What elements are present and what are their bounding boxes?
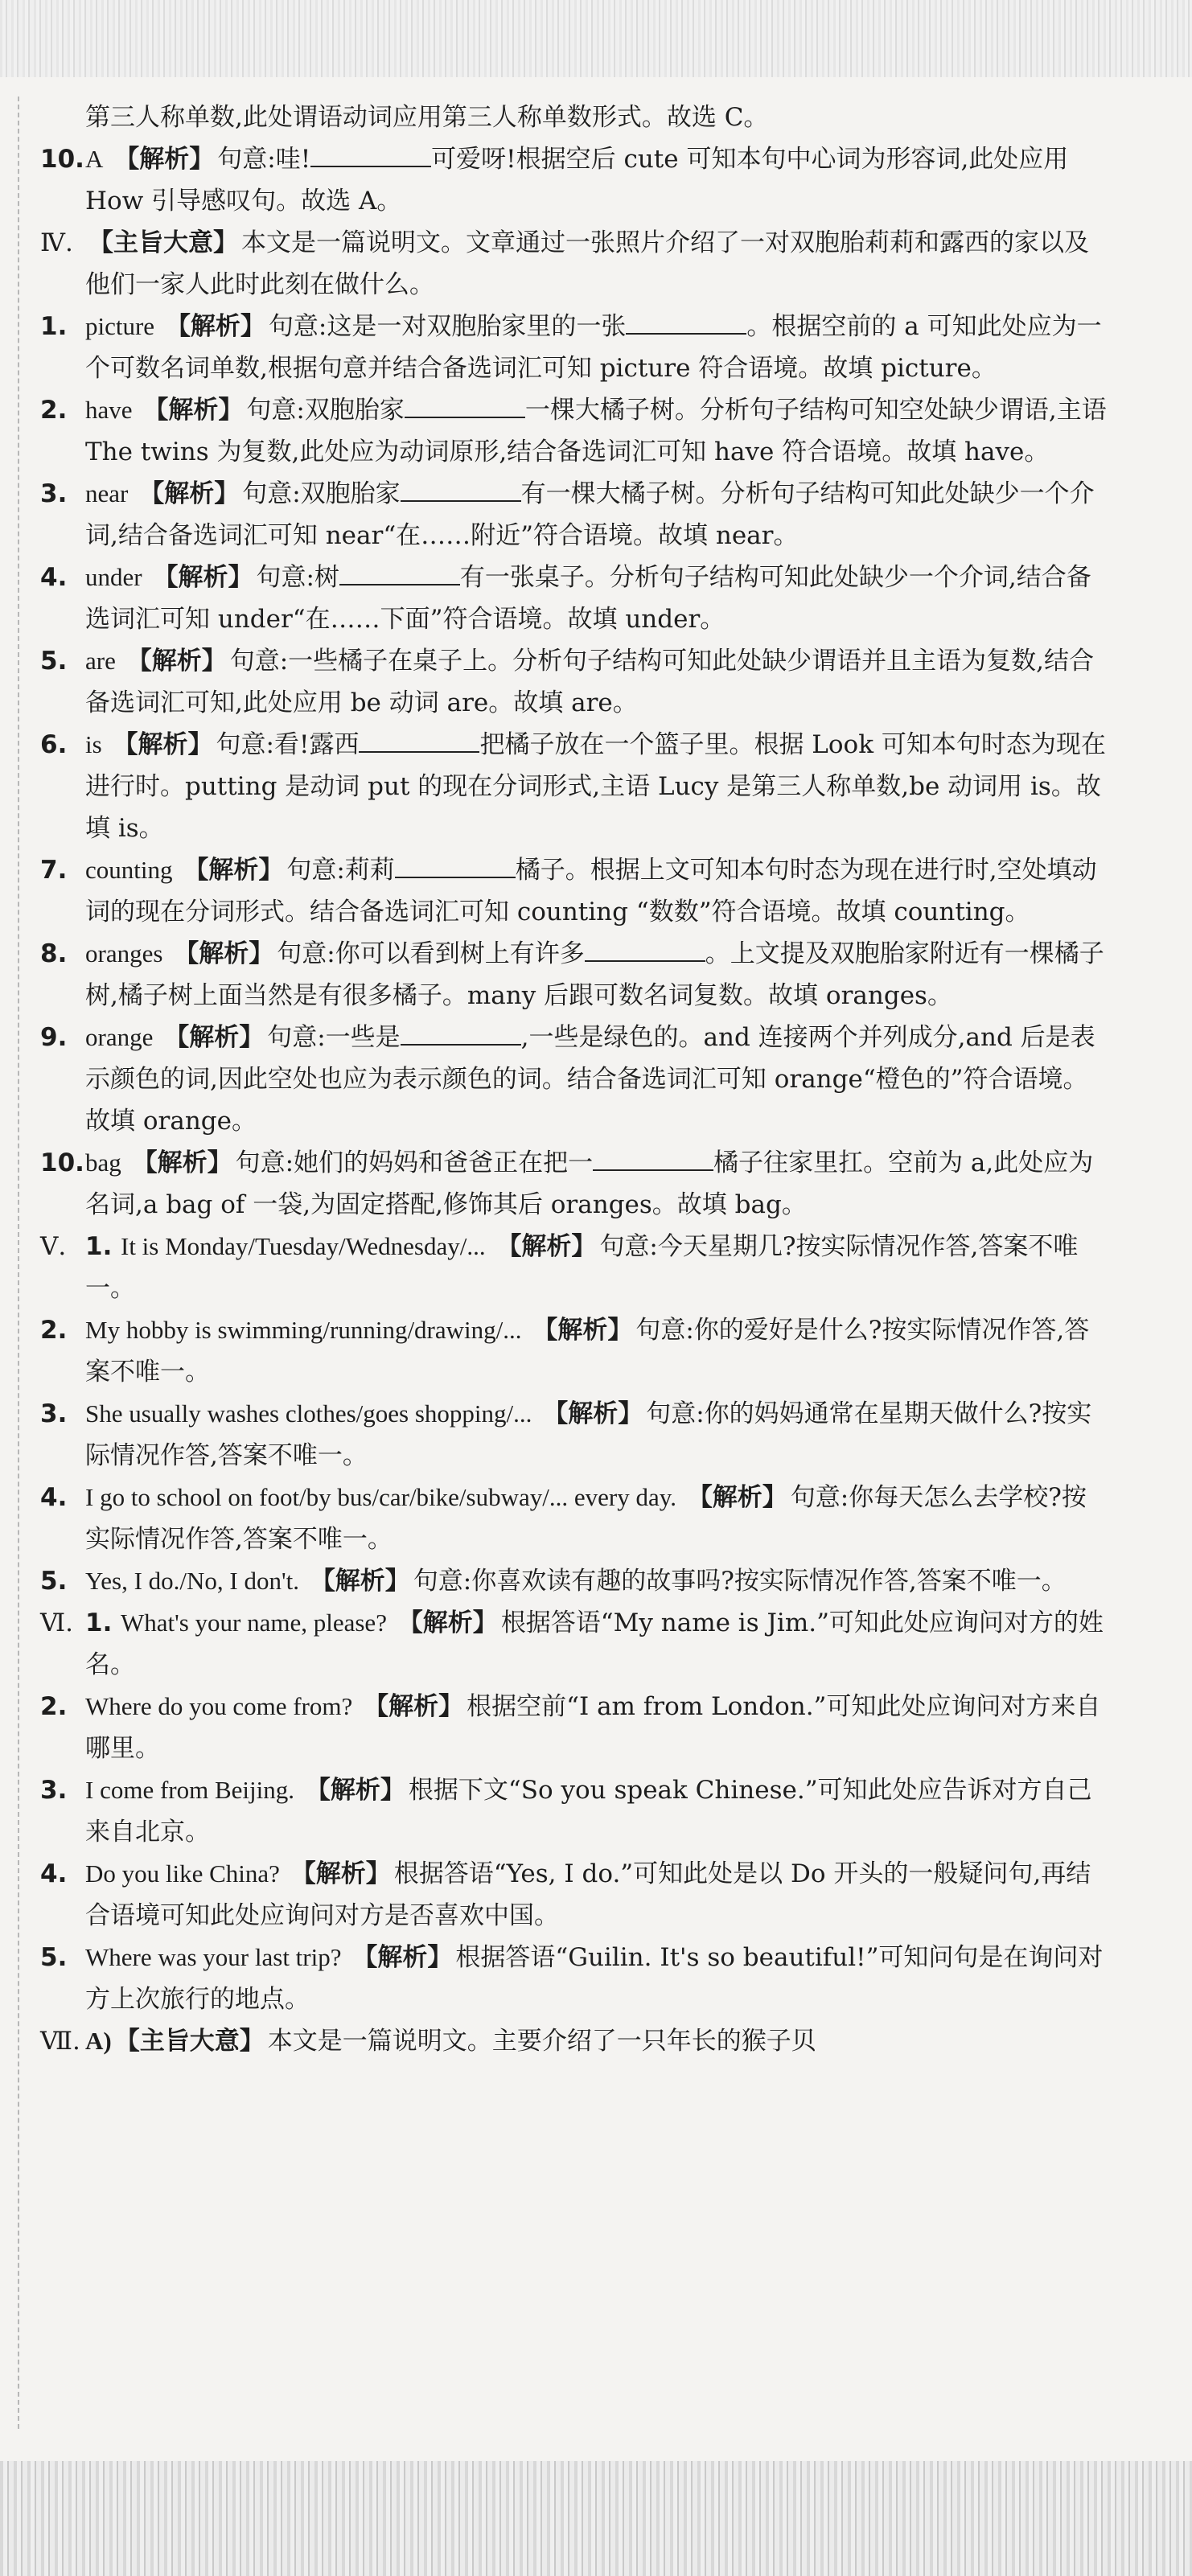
item-answer: have (85, 396, 133, 424)
item-answer: under (85, 563, 142, 591)
blank-line (395, 856, 516, 878)
item-text-before: 句意:她们的妈妈和爸爸正在把一 (235, 1148, 594, 1177)
item-answer: My hobby is swimming/running/drawing/... (85, 1316, 522, 1344)
item-text: 句意:你喜欢读有趣的故事吗?按实际情况作答,答案不唯一。 (413, 1567, 1067, 1596)
section-number: Ⅶ. (40, 2027, 80, 2056)
item-text-before: 句意:你可以看到树上有许多 (277, 939, 585, 968)
item-answer: Do you like China? (85, 1859, 280, 1888)
item-text-after: 把橘子放在一个篮子里。根据 Look 可知本句时态为现在进行时。putting 是动词 put 的现在分词形式,主语 Lucy 是第三人称单数,be 动词用 is。故填 is。 (85, 730, 1106, 843)
item-text-after: 。根据空前的 a 可知此处应为一个可数名词单数,根据句意并结合备选词汇可知 picture 符合语境。故填 picture。 (85, 312, 1102, 383)
answer-item (40, 557, 1110, 640)
item-answer: She usually washes clothes/goes shopping/... (85, 1399, 532, 1428)
answer-item (40, 1560, 1110, 1602)
item-text-before: 句意:莉莉 (286, 856, 395, 885)
answer-item (40, 1017, 1110, 1142)
item-number: 7. (40, 856, 68, 885)
item-text-before: 句意:这是一对双胞胎家里的一张 (268, 312, 627, 341)
analysis-tag: 【解析】 (132, 1148, 232, 1177)
answer-item (40, 1309, 1110, 1393)
item-text-after: 可爱呀!根据空后 cute 可知本句中心词为形容词,此处应用 How 引导感叹句。故选 A。 (85, 145, 1069, 216)
item-answer: Yes, I do./No, I don't. (85, 1567, 299, 1595)
item-text-after: 橘子往家里扛。空前为 a,此处应为名词,a bag of 一袋,为固定搭配,修饰其后 oranges。故填 bag。 (85, 1148, 1094, 1219)
item-text-after: 有一棵大橘子树。分析句子结构可知此处缺少一个介词,结合备选词汇可知 near“在……附近”符合语境。故填 near。 (85, 479, 1095, 550)
section-number: Ⅵ. (40, 1608, 74, 1637)
section-header (40, 222, 1110, 306)
part-label: A) (85, 2027, 112, 2055)
section-number: Ⅳ. (40, 228, 73, 257)
analysis-tag: 【解析】 (496, 1232, 597, 1261)
continuation-line: 第三人称单数,此处谓语动词应用第三人称单数形式。故选 C。 (85, 103, 769, 132)
answer-item (40, 389, 1110, 473)
binding-margin-line (18, 97, 19, 2429)
item-text: 根据空前“I am from London.”可知此处应询问对方来自哪里。 (85, 1692, 1101, 1763)
main-idea-text: 本文是一篇说明文。文章通过一张照片介绍了一对双胞胎莉莉和露西的家以及他们一家人此时此刻在做什么。 (85, 228, 1089, 299)
answer-item (40, 473, 1110, 557)
analysis-tag: 【解析】 (290, 1859, 391, 1888)
item-number: 2. (40, 1692, 68, 1721)
main-idea-tag: 【主旨大意】 (114, 2027, 265, 2056)
section-header (40, 2020, 1110, 2062)
analysis-tag: 【解析】 (364, 1692, 464, 1721)
item-number: 1. (40, 312, 68, 341)
scan-top-border (0, 0, 1192, 77)
item-answer: near (85, 479, 129, 507)
analysis-tag: 【解析】 (532, 1316, 633, 1345)
item-answer: counting (85, 856, 173, 884)
item-number: 3. (40, 1399, 68, 1428)
item-number: 5. (40, 1943, 68, 1972)
answer-item (40, 1686, 1110, 1769)
item-text-after: 有一张桌子。分析句子结构可知此处缺少一个介词,结合备选词汇可知 under“在……下面”符合语境。故填 under。 (85, 563, 1091, 634)
answer-item (40, 1769, 1110, 1853)
analysis-tag: 【解析】 (126, 647, 227, 676)
item-text-before: 句意:双胞胎家 (246, 396, 405, 425)
item-number: 4. (40, 1483, 68, 1512)
answer-item (40, 1853, 1110, 1937)
item-number: 2. (40, 396, 68, 425)
item-text: 句意:你每天怎么去学校?按实际情况作答,答案不唯一。 (85, 1483, 1087, 1554)
item-answer: Where do you come from? (85, 1692, 353, 1720)
analysis-tag: 【解析】 (143, 396, 244, 425)
item-number: 8. (40, 939, 68, 968)
answer-item (40, 933, 1110, 1017)
item-answer: I come from Beijing. (85, 1776, 294, 1804)
item-text-after: ,一些是绿色的。and 连接两个并列成分,and 后是表示颜色的词,因此空处也应为表示颜色的词。结合备选词汇可知 orange“橙色的”符合语境。故填 orange。 (85, 1023, 1095, 1136)
answer-item (40, 1393, 1110, 1477)
blank-line (405, 396, 525, 418)
analysis-tag: 【解析】 (352, 1943, 453, 1972)
item-text-before: 句意:树 (256, 563, 339, 592)
item-text: 根据答语“Guilin. It's so beautiful!”可知问句是在询问对方上次旅行的地点。 (85, 1943, 1104, 2014)
item-answer: oranges (85, 939, 163, 968)
main-idea-tag: 【主旨大意】 (88, 228, 238, 257)
analysis-tag: 【解析】 (543, 1399, 643, 1428)
blank-line (593, 1148, 713, 1171)
analysis-tag: 【解析】 (397, 1608, 498, 1637)
item-text: 句意:一些橘子在桌子上。分析句子结构可知此处缺少谓语并且主语为复数,结合备选词汇可知,此处应用 be 动词 are。故填 are。 (85, 647, 1094, 717)
blank-line (359, 730, 479, 753)
item-text-after: 一棵大橘子树。分析句子结构可知空处缺少谓语,主语 The twins 为复数,此处应为动词原形,结合备选词汇可知 have 符合语境。故填 have。 (85, 396, 1107, 466)
blank-line (585, 939, 705, 962)
item-number: 5. (40, 647, 68, 676)
answer-item (40, 1602, 1110, 1686)
analysis-tag: 【解析】 (114, 145, 215, 174)
blank-line (401, 479, 521, 502)
item-number: 1. (85, 1608, 113, 1637)
item-answer: What's your name, please? (121, 1608, 387, 1637)
answer-item (40, 1937, 1110, 2020)
item-number: 9. (40, 1023, 68, 1052)
item-text-after: 橘子。根据上文可知本句时态为现在进行时,空处填动词的现在分词形式。结合备选词汇可知 counting “数数”符合语境。故填 counting。 (85, 856, 1097, 926)
analysis-tag: 【解析】 (139, 479, 240, 508)
item-number: 5. (40, 1567, 68, 1596)
answer-item (40, 724, 1110, 849)
item-number: 1. (85, 1232, 113, 1261)
analysis-tag: 【解析】 (183, 856, 284, 885)
item-text: 根据答语“My name is Jim.”可知此处应询问对方的姓名。 (85, 1608, 1104, 1679)
item-text-after: 。上文提及双胞胎家附近有一棵橘子树,橘子树上面当然是有很多橘子。many 后跟可数名词复数。故填 oranges。 (85, 939, 1104, 1010)
item-text-before: 句意:一些是 (267, 1023, 401, 1052)
item-text-before: 句意:双胞胎家 (242, 479, 401, 508)
answer-item (40, 640, 1110, 724)
section-number: Ⅴ. (40, 1232, 67, 1261)
answer-page (40, 97, 1110, 2453)
item-number: 3. (40, 1776, 68, 1805)
item-text: 句意:今天星期几?按实际情况作答,答案不唯一。 (85, 1232, 1079, 1303)
blank-line (310, 145, 431, 167)
answer-item (40, 306, 1110, 389)
analysis-tag: 【解析】 (165, 312, 265, 341)
blank-line (339, 563, 460, 585)
item-text: 句意:你的妈妈通常在星期天做什么?按实际情况作答,答案不唯一。 (85, 1399, 1092, 1470)
analysis-tag: 【解析】 (310, 1567, 410, 1596)
item-number: 10. (40, 1148, 84, 1177)
item-number: 4. (40, 1859, 68, 1888)
item-number: 4. (40, 563, 68, 592)
item-number: 6. (40, 730, 68, 759)
item-answer: A (85, 145, 104, 173)
answer-item (40, 1142, 1110, 1226)
answer-item (40, 1226, 1110, 1309)
item-answer: bag (85, 1148, 121, 1177)
item-answer: orange (85, 1023, 154, 1051)
item-text-before: 句意:看!露西 (216, 730, 360, 759)
item-number: 3. (40, 479, 68, 508)
blank-line (626, 312, 746, 335)
item-text-before: 句意:哇! (217, 145, 311, 174)
main-idea-text: 本文是一篇说明文。主要介绍了一只年长的猴子贝 (267, 2027, 816, 2056)
analysis-tag: 【解析】 (153, 563, 253, 592)
analysis-tag: 【解析】 (164, 1023, 265, 1052)
analysis-tag: 【解析】 (305, 1776, 405, 1805)
blank-line (401, 1023, 521, 1046)
item-answer: is (85, 730, 102, 758)
analysis-tag: 【解析】 (174, 939, 274, 968)
item-text: 根据答语“Yes, I do.”可知此处是以 Do 开头的一般疑问句,再结合语境可知此处应询问对方是否喜欢中国。 (85, 1859, 1091, 1930)
item-answer: I go to school on foot/by bus/car/bike/subway/... every day. (85, 1483, 676, 1511)
item-text: 根据下文“So you speak Chinese.”可知此处应告诉对方自己来自北京。 (85, 1776, 1092, 1847)
analysis-tag: 【解析】 (687, 1483, 787, 1512)
item-text: 句意:你的爱好是什么?按实际情况作答,答案不唯一。 (85, 1316, 1090, 1387)
item-answer: It is Monday/Tuesday/Wednesday/... (121, 1232, 486, 1260)
item-number: 2. (40, 1316, 68, 1345)
analysis-tag: 【解析】 (113, 730, 213, 759)
item-number: 10. (40, 145, 84, 174)
answer-item (40, 138, 1110, 222)
scan-bottom-border (0, 2461, 1192, 2576)
item-answer: picture (85, 312, 155, 340)
answer-item (40, 1477, 1110, 1560)
item-answer: are (85, 647, 116, 675)
answer-item (40, 849, 1110, 933)
item-answer: Where was your last trip? (85, 1943, 342, 1971)
